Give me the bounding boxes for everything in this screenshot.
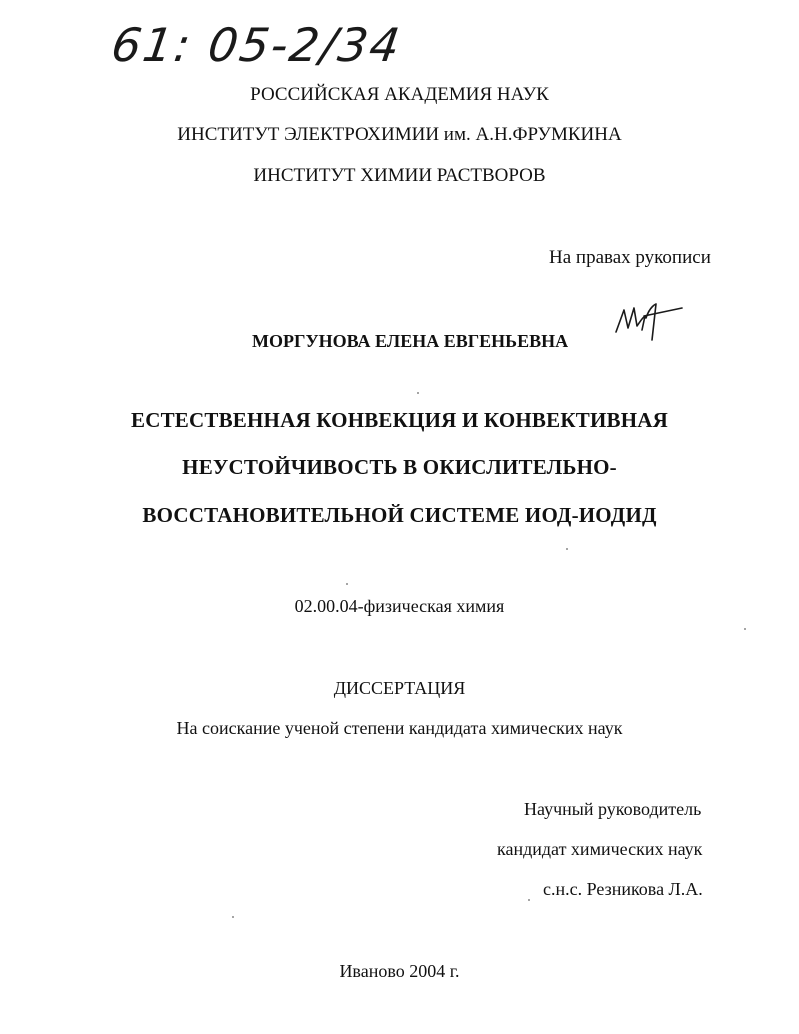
scan-speck [528, 899, 530, 901]
document-type: ДИССЕРТАЦИЯ [333, 678, 466, 698]
scan-speck [417, 392, 419, 394]
dissertation-title-line-3: ВОССТАНОВИТЕЛЬНОЙ СИСТЕМЕ ИОД-ИОДИД [142, 503, 657, 527]
supervisor-name: с.н.с. Резникова Л.А. [543, 879, 703, 899]
manuscript-note: На правах рукописи [549, 247, 711, 268]
supervisor-degree: кандидат химических наук [497, 839, 703, 859]
scan-speck [744, 628, 746, 630]
degree-statement: На соискание ученой степени кандидата химических наук [176, 718, 623, 738]
place-and-year: Иваново 2004 г. [339, 961, 460, 981]
header-institute-solutions: ИНСТИТУТ ХИМИИ РАСТВОРОВ [253, 165, 546, 186]
scan-speck [232, 916, 234, 918]
specialty-code: 02.00.04-физическая химия [294, 596, 505, 616]
header-academy: РОССИЙСКАЯ АКАДЕМИЯ НАУК [250, 84, 549, 105]
supervisor-role: Научный руководитель [524, 799, 702, 819]
dissertation-title-line-1: ЕСТЕСТВЕННАЯ КОНВЕКЦИЯ И КОНВЕКТИВНАЯ [131, 408, 668, 432]
scan-speck [566, 548, 568, 550]
author-signature [612, 296, 684, 346]
archive-number-handwritten: 61: 05-2/34 [108, 18, 405, 72]
scan-speck [346, 583, 348, 585]
author-name: МОРГУНОВА ЕЛЕНА ЕВГЕНЬЕВНА [252, 331, 569, 351]
dissertation-title-line-2: НЕУСТОЙЧИВОСТЬ В ОКИСЛИТЕЛЬНО- [182, 455, 617, 479]
header-institute-electrochemistry: ИНСТИТУТ ЭЛЕКТРОХИМИИ им. А.Н.ФРУМКИНА [177, 124, 622, 145]
